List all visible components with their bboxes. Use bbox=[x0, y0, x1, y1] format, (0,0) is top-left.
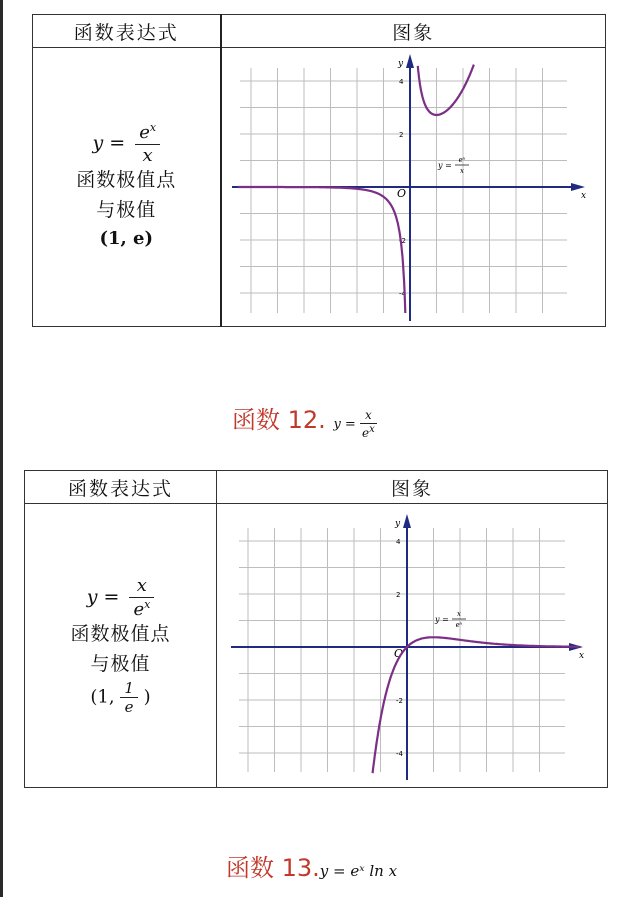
x-axis-label: x bbox=[579, 651, 585, 661]
y-equals: y = bbox=[86, 585, 120, 608]
curve-label-num: x bbox=[457, 610, 461, 618]
header-graph: 图象 bbox=[221, 15, 606, 48]
function-curve bbox=[237, 187, 404, 313]
extreme-label-2: 与极值 bbox=[90, 652, 151, 675]
curve-label-den: eˣ bbox=[455, 621, 463, 629]
y-axis-arrow bbox=[403, 514, 411, 528]
extreme-label-2: 与极值 bbox=[96, 198, 157, 221]
y-equals: y = bbox=[92, 131, 126, 154]
graph-cell bbox=[217, 504, 608, 788]
graph-ex-over-x bbox=[222, 48, 607, 326]
header-expression: 函数表达式 bbox=[25, 471, 217, 504]
y-axis-label: y bbox=[397, 59, 403, 69]
y-tick-label: -4 bbox=[396, 750, 403, 758]
y-tick-label: 2 bbox=[396, 591, 401, 599]
fraction-ex-over-x: $\frac{e^x}{x}$ bbox=[135, 121, 160, 166]
function-table-11 bbox=[32, 14, 606, 327]
extreme-label-1: 函数极值点 bbox=[76, 169, 177, 192]
origin-label: O bbox=[394, 647, 404, 660]
y-tick-label: -4 bbox=[398, 290, 406, 298]
expression-cell bbox=[25, 504, 217, 788]
y-tick-label: -2 bbox=[398, 237, 406, 245]
function-table-12 bbox=[24, 470, 608, 788]
header-graph: 图象 bbox=[217, 471, 608, 504]
caption-function-12: 函数 12. y = $\frac{x}{e^x}$ bbox=[232, 406, 375, 440]
y-tick-label: 4 bbox=[398, 78, 403, 86]
header-expression: 函数表达式 bbox=[33, 15, 221, 48]
curve-label: y = bbox=[437, 161, 452, 170]
graph-cell bbox=[221, 48, 606, 327]
extreme-point: (1, e) bbox=[99, 228, 154, 250]
y-axis-arrow bbox=[406, 54, 414, 68]
expression-cell bbox=[33, 48, 221, 327]
fraction-x-over-ex: $\frac{x}{e^x}$ bbox=[129, 575, 154, 620]
y-tick-label: 4 bbox=[396, 538, 401, 546]
page-left-border bbox=[0, 0, 3, 897]
curve-label-num: eˣ bbox=[458, 156, 465, 164]
curve-label-den: x bbox=[459, 167, 464, 175]
graph-x-over-ex bbox=[217, 504, 608, 787]
x-axis-label: x bbox=[580, 191, 586, 201]
extreme-point: (1, $\frac{1}{e}$ ) bbox=[90, 679, 151, 717]
y-tick-label: -2 bbox=[396, 697, 403, 705]
y-axis-label: y bbox=[395, 519, 401, 529]
y-tick-label: 2 bbox=[398, 131, 403, 139]
origin-label: O bbox=[396, 187, 406, 200]
x-axis-arrow bbox=[571, 183, 585, 191]
curve-label: y = bbox=[435, 615, 449, 624]
caption-function-13: 函数 13.y = eˣ ln x bbox=[226, 854, 398, 882]
extreme-label-1: 函数极值点 bbox=[70, 623, 171, 646]
